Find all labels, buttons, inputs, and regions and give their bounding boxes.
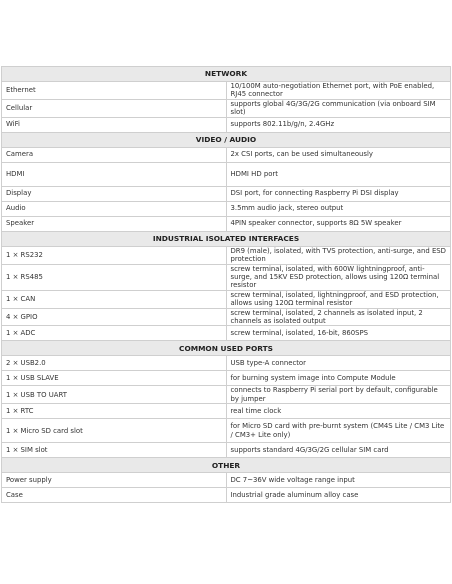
spec-row <box>2 264 451 290</box>
section-header-row <box>2 458 451 473</box>
section-header-row <box>2 231 451 246</box>
spec-value: HDMI HD port <box>226 162 451 186</box>
spec-row <box>2 216 451 231</box>
spec-label: 1 × CAN <box>2 290 227 308</box>
spec-row <box>2 419 451 443</box>
section-title: COMMON USED PORTS <box>2 341 451 356</box>
spec-label: 1 × Micro SD card slot <box>2 419 227 443</box>
spec-label: Ethernet <box>2 82 227 100</box>
spec-label: 1 × RS232 <box>2 246 227 264</box>
spec-label: Camera <box>2 147 227 162</box>
spec-value: supports global 4G/3G/2G communication (via onboard SIM slot) <box>226 99 451 117</box>
spec-row <box>2 246 451 264</box>
spec-row <box>2 473 451 488</box>
spec-row <box>2 117 451 132</box>
section-header-row <box>2 67 451 82</box>
spec-row <box>2 290 451 308</box>
spec-table-body <box>2 67 451 503</box>
spec-value: screw terminal, isolated, lightningproof, and ESD protection, allows using 120Ω terminal resistor <box>226 290 451 308</box>
spec-value: screw terminal, isolated, 16-bit, 860SPS <box>226 326 451 341</box>
spec-row <box>2 186 451 201</box>
spec-row <box>2 443 451 458</box>
spec-row <box>2 488 451 503</box>
spec-label: Display <box>2 186 227 201</box>
spec-row <box>2 147 451 162</box>
spec-value: DR9 (male), isolated, with TVS protection, anti-surge, and ESD protection <box>226 246 451 264</box>
spec-value: connects to Raspberry Pi serial port by default, configurable by jumper <box>226 386 451 404</box>
section-header-row <box>2 341 451 356</box>
spec-label: 1 × SIM slot <box>2 443 227 458</box>
spec-value: 3.5mm audio jack, stereo output <box>226 201 451 216</box>
spec-value: real time clock <box>226 404 451 419</box>
spec-value: USB type-A connector <box>226 356 451 371</box>
spec-label: 1 × USB SLAVE <box>2 371 227 386</box>
section-title: INDUSTRIAL ISOLATED INTERFACES <box>2 231 451 246</box>
spec-table <box>1 66 451 503</box>
spec-row <box>2 82 451 100</box>
spec-value: 4PIN speaker connector, supports 8Ω 5W speaker <box>226 216 451 231</box>
section-header-row <box>2 132 451 147</box>
spec-row <box>2 201 451 216</box>
spec-label: 4 × GPIO <box>2 308 227 326</box>
spec-row <box>2 308 451 326</box>
spec-label: Power supply <box>2 473 227 488</box>
spec-label: WiFi <box>2 117 227 132</box>
spec-value: for Micro SD card with pre-burnt system (CM4S Lite / CM3 Lite / CM3+ Lite only) <box>226 419 451 443</box>
spec-row <box>2 99 451 117</box>
spec-value: for burning system image into Compute Module <box>226 371 451 386</box>
spec-row <box>2 326 451 341</box>
spec-label: Cellular <box>2 99 227 117</box>
spec-label: Speaker <box>2 216 227 231</box>
spec-label: 1 × RTC <box>2 404 227 419</box>
spec-label: 1 × RS485 <box>2 264 227 290</box>
spec-label: HDMI <box>2 162 227 186</box>
spec-row <box>2 371 451 386</box>
spec-row <box>2 386 451 404</box>
spec-value: 2x CSI ports, can be used simultaneously <box>226 147 451 162</box>
spec-row <box>2 404 451 419</box>
section-title: VIDEO / AUDIO <box>2 132 451 147</box>
spec-value: supports 802.11b/g/n, 2.4GHz <box>226 117 451 132</box>
spec-label: 1 × USB TO UART <box>2 386 227 404</box>
section-title: NETWORK <box>2 67 451 82</box>
spec-label: Case <box>2 488 227 503</box>
section-title: OTHER <box>2 458 451 473</box>
spec-label: 2 × USB2.0 <box>2 356 227 371</box>
spec-value: screw terminal, isolated, 2 channels as isolated input, 2 channels as isolated output <box>226 308 451 326</box>
spec-value: screw terminal, isolated, with 600W lightningproof, anti-surge, and 15KV ESD protection, allows using 120Ω terminal resistor <box>226 264 451 290</box>
spec-label: Audio <box>2 201 227 216</box>
spec-value: DC 7~36V wide voltage range input <box>226 473 451 488</box>
spec-value: DSI port, for connecting Raspberry Pi DSI display <box>226 186 451 201</box>
spec-value: supports standard 4G/3G/2G cellular SIM card <box>226 443 451 458</box>
spec-value: Industrial grade aluminum alloy case <box>226 488 451 503</box>
spec-value: 10/100M auto-negotiation Ethernet port, with PoE enabled, RJ45 connector <box>226 82 451 100</box>
spec-label: 1 × ADC <box>2 326 227 341</box>
spec-row <box>2 162 451 186</box>
spec-row <box>2 356 451 371</box>
